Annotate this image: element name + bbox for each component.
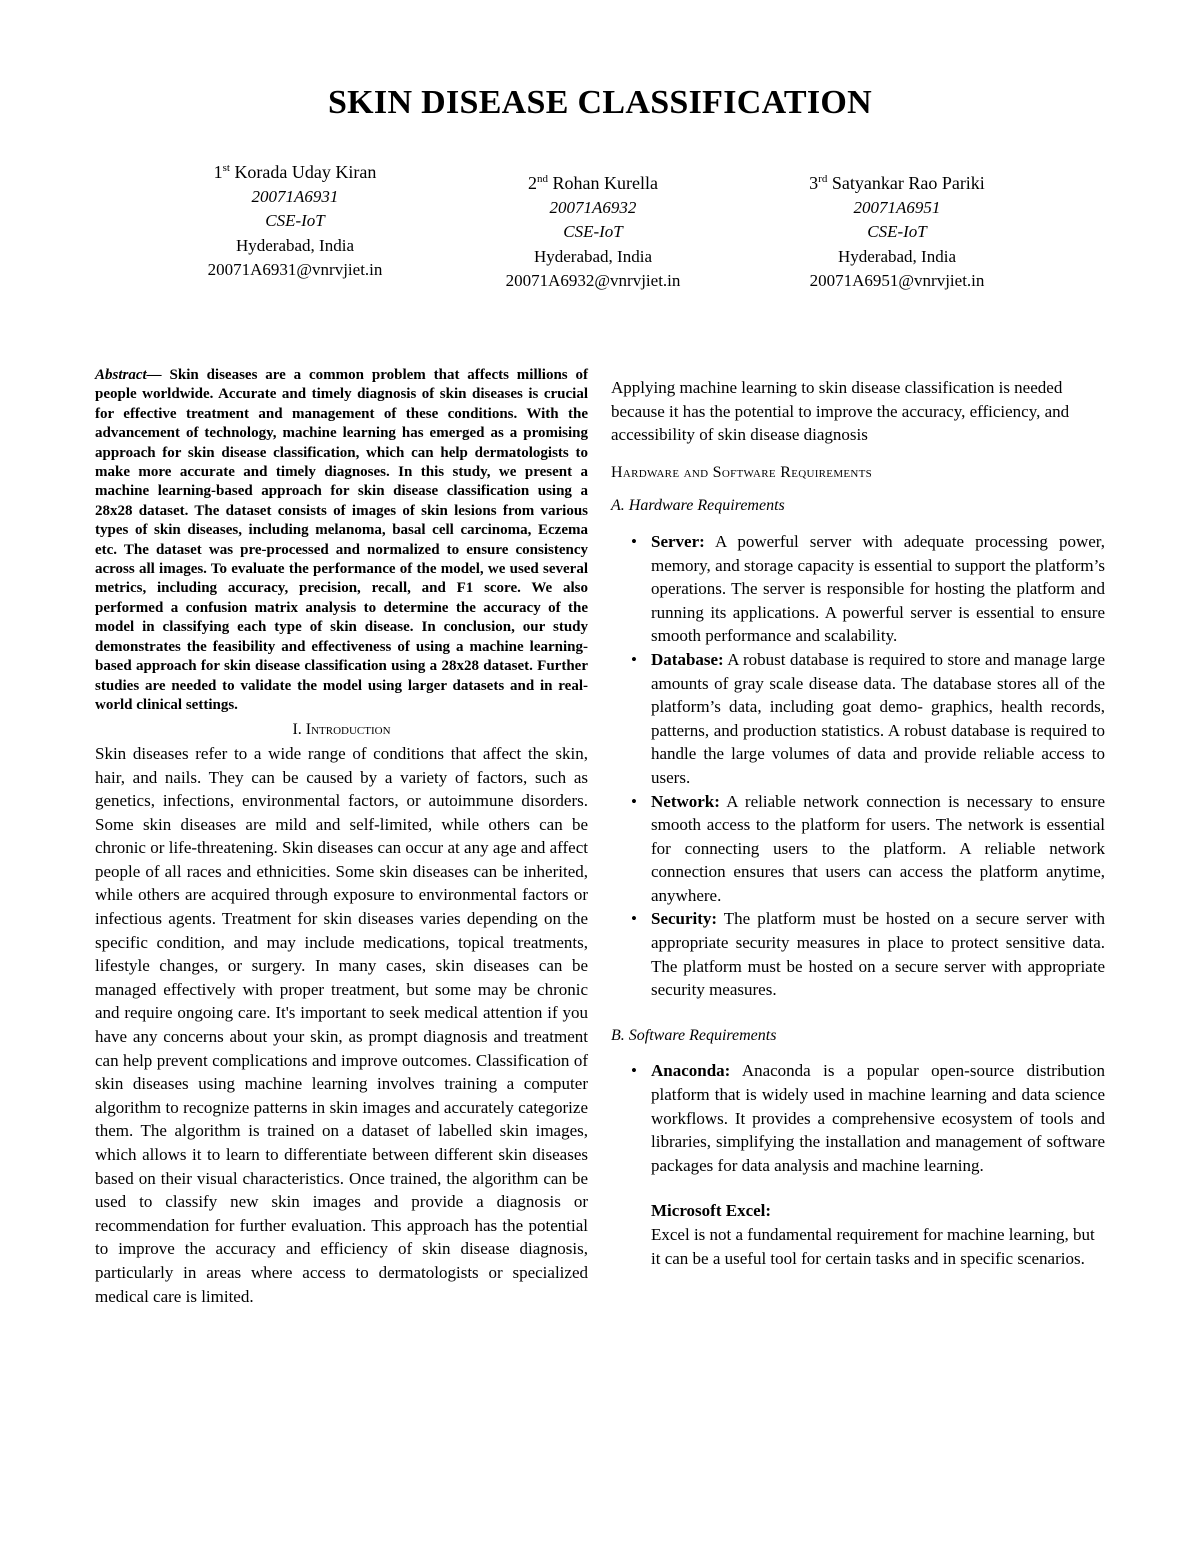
excel-text: Excel is not a fundamental requirement for machine learning, but it can be a useful tool for certain tasks and in specific scenarios.	[651, 1225, 1095, 1268]
paper-title: SKIN DISEASE CLASSIFICATION	[327, 84, 873, 121]
author-location: Hyderabad, India	[235, 235, 354, 255]
author-email: 20071A6931@vnrvjiet.in	[207, 260, 383, 279]
right-column	[611, 376, 1105, 1270]
bullet-icon: •	[631, 649, 637, 669]
abstract-text: Skin diseases are a common problem that affects millions of people worldwide. Accurate and timely diagnosis of skin diseases is crucial for effective treatment and management of these conditions. With the advancement of technology, machine learning has emerged as a promising approach for skin disease classification, which can help dermatologists to make more accurate and timely diagnoses. In this study, we present a machine learning-based approach for skin disease classification using a 28x28 dataset. The dataset consists of images of skin lesions from various types of skin diseases, including melanoma, basal cell carcinoma, Eczema etc. The dataset was pre-processed and normalized to ensure consistency across all images. To evaluate the performance of the model, we used several metrics, including accuracy, precision, recall, and F1 score. We also performed a confusion matrix analysis to determine the accuracy of the model in classifying each type of skin disease. In conclusion, our study demonstrates the feasibility and effectiveness of using a machine learning-based approach for skin disease classification using a 28x28 dataset. Further studies are needed to validate the model using larger datasets and in real-world clinical settings.	[95, 367, 588, 713]
abstract	[95, 366, 588, 715]
bullet-icon: •	[631, 791, 637, 811]
author-name: 2nd Rohan Kurella	[528, 173, 658, 193]
left-column	[95, 366, 588, 1308]
item-term: Network:	[651, 791, 720, 811]
author-block-3	[747, 167, 1047, 294]
list-item	[611, 1059, 1105, 1177]
author-dept: CSE-IoT	[265, 211, 325, 230]
requirements-heading: Hardware and Software Requirements	[611, 463, 873, 481]
author-id: 20071A6932	[549, 197, 637, 217]
bullet-icon: •	[631, 1061, 637, 1081]
item-text: A reliable network connection is necessary to ensure smooth access to the platform for users. The network is essential for connecting users to the platform. A reliable network connection ensures that users can access the platform anytime, anywhere.	[651, 791, 1105, 905]
bullet-icon: •	[631, 531, 637, 551]
author-name: 1st Korada Uday Kiran	[213, 162, 377, 182]
author-id: 20071A6951	[853, 197, 941, 217]
hardware-list	[611, 530, 1105, 1002]
item-term: Security:	[651, 909, 718, 929]
introduction-text: Skin diseases refer to a wide range of conditions that affect the skin, hair, and nails. They can be caused by a variety of factors, such as genetics, infections, environmental factors, or autoimmune disorders. Some skin diseases are mild and self-limited, while others can be chronic or life-threatening. Skin diseases can occur at any age and affect people of all races and ethnicities. Some skin diseases can be inherited, while others are acquired through exposure to environmental factors or infectious agents. Treatment for skin diseases varies depending on the specific condition, and may include medications, topical treatments, lifestyle changes, or surgery. In many cases, skin diseases can be managed effectively with proper treatment, but some may be chronic and require ongoing care. It's important to seek medical attention if you have any concerns about your skin, as prompt diagnosis and treatment can help prevent complications and improve outcomes. Classification of skin diseases using machine learning involves training a computer algorithm to recognize patterns in skin images and accurately categorize them. The algorithm is trained on a dataset of labelled skin images, which allows it to learn to differentiate between different skin diseases based on their visual characteristics. Once trained, the algorithm can be used to classify new skin images and provide a diagnosis or recommendation for further evaluation. This approach has the potential to improve the accuracy and efficiency of skin disease diagnosis, particularly in areas where access to dermatologists or specialized medical care is limited.	[95, 743, 588, 1306]
right-intro-text: Applying machine learning to skin disease classification is needed because it has the potential to improve the accuracy, efficiency, and accessibility of skin disease diagnosis	[611, 378, 1070, 445]
introduction-heading: I. Introduction	[292, 721, 391, 739]
list-item	[611, 907, 1105, 1001]
item-text: A robust database is required to store and manage large amounts of gray scale disease data. The database stores all of the platform’s data, including goat demo- graphics, health records, patterns, and production statistics. A robust database is required to handle the large volumes of data and provide reliable access to users.	[651, 649, 1105, 787]
excel-block	[611, 1199, 1105, 1270]
list-item	[611, 790, 1105, 908]
item-term: Anaconda:	[651, 1061, 731, 1081]
author-block-2	[443, 167, 743, 294]
item-text: Anaconda is a popular open-source distribution platform that is widely used in machine learning and data science workflows. It provides a comprehensive ecosystem of tools and libraries, simplifying the installation and management of software packages for data analysis and machine learning.	[651, 1061, 1105, 1175]
bullet-icon: •	[631, 909, 637, 929]
author-email: 20071A6932@vnrvjiet.in	[505, 271, 681, 290]
item-text: A powerful server with adequate processing power, memory, and storage capacity is essential to support the platform’s operations. The server is responsible for hosting the platform and running its applications. A powerful server is essential to ensure smooth performance and scalability.	[651, 531, 1105, 646]
author-location: Hyderabad, India	[533, 246, 652, 266]
item-term: Server:	[651, 531, 705, 551]
item-text: The platform must be hosted on a secure server with appropriate security measures in place to protect sensitive data. The platform must be hosted on a secure server with appropriate security measures.	[651, 909, 1105, 1000]
excel-term: Microsoft Excel:	[651, 1201, 772, 1221]
hardware-heading: A. Hardware Requirements	[611, 497, 785, 515]
author-dept: CSE-IoT	[563, 222, 623, 241]
author-location: Hyderabad, India	[837, 246, 956, 266]
list-item	[611, 530, 1105, 648]
item-term: Database:	[651, 649, 724, 669]
author-email: 20071A6951@vnrvjiet.in	[809, 271, 985, 290]
author-block-1	[145, 156, 445, 283]
author-id: 20071A6931	[251, 186, 339, 206]
author-dept: CSE-IoT	[867, 222, 927, 241]
list-item	[611, 648, 1105, 790]
abstract-lead: Abstract—	[95, 367, 162, 383]
software-list	[611, 1059, 1105, 1177]
author-name: 3rd Satyankar Rao Pariki	[809, 173, 985, 193]
software-heading: B. Software Requirements	[611, 1026, 777, 1044]
